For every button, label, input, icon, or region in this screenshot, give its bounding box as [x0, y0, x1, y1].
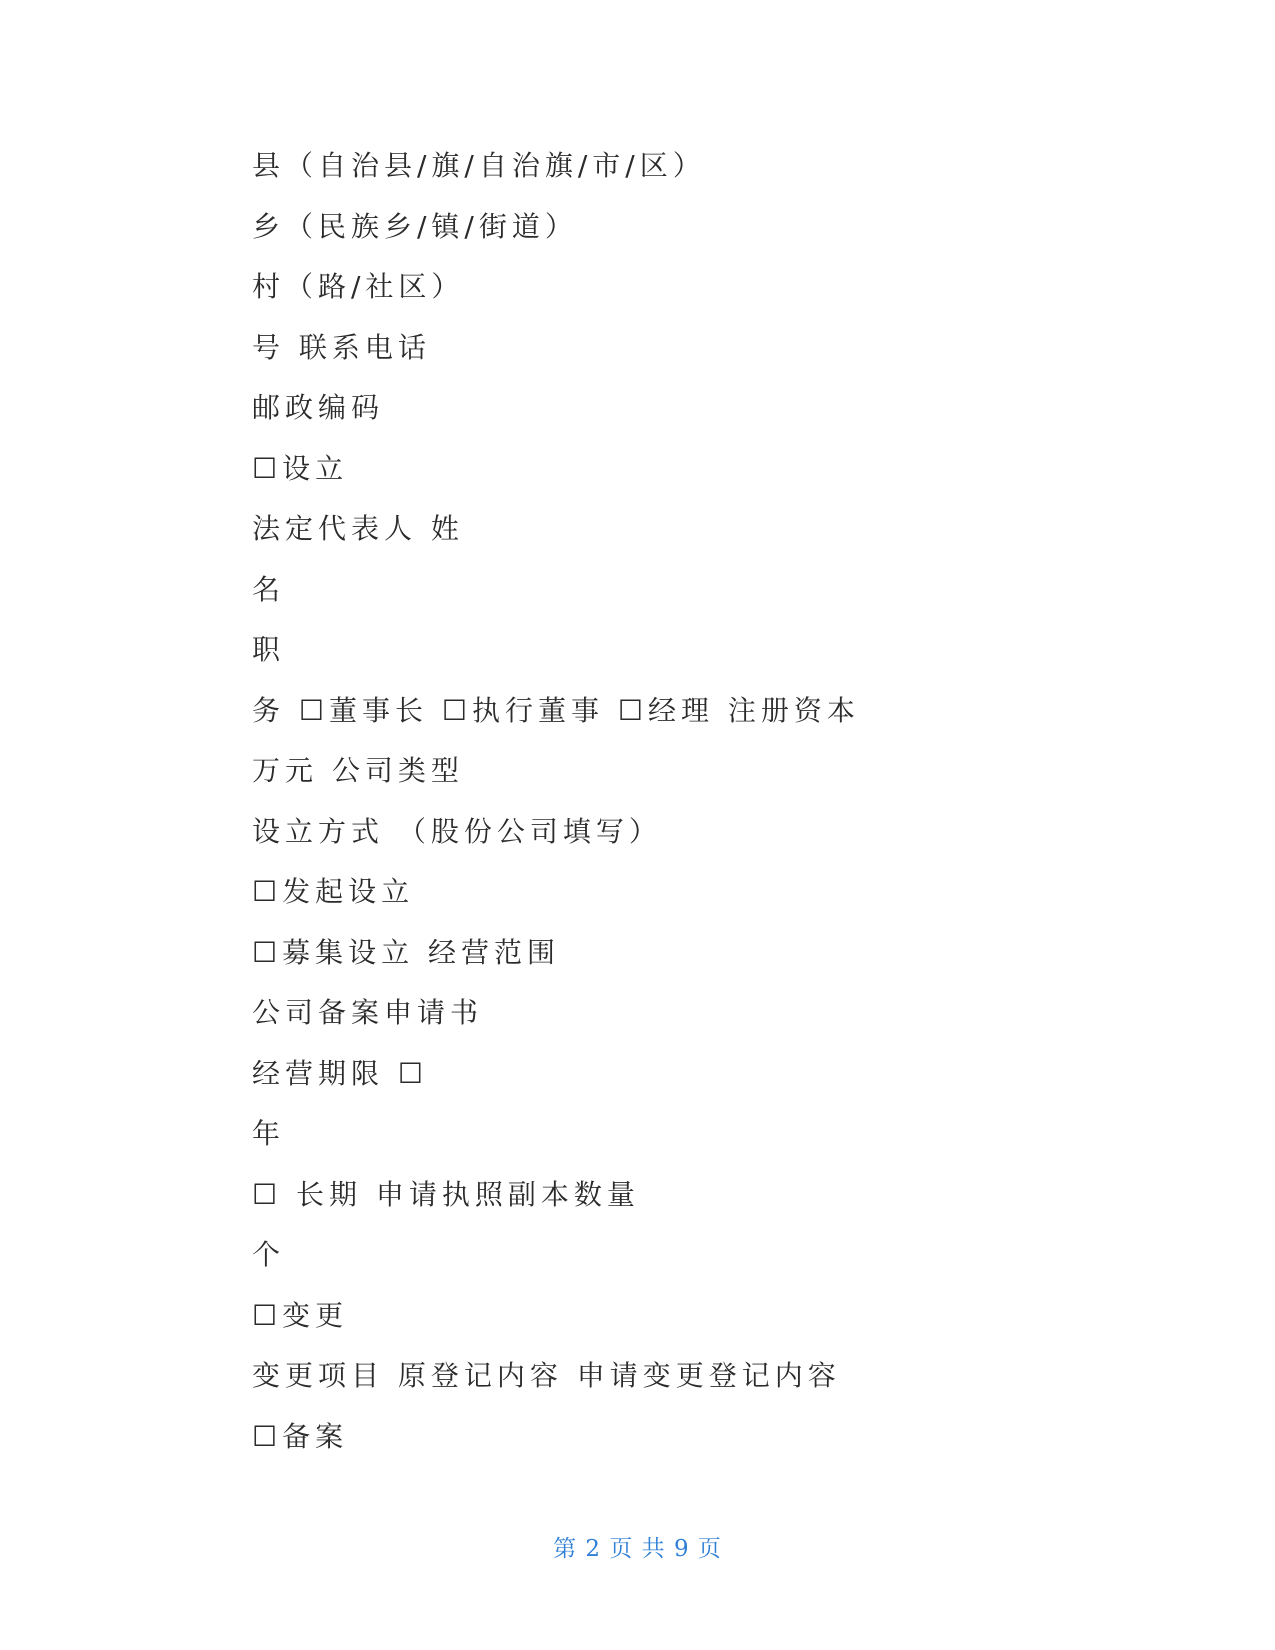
text-line: 职 [252, 633, 286, 666]
document-body [252, 146, 1052, 1477]
text-line: 个 [252, 1238, 286, 1271]
text-line: 万元 公司类型 [252, 754, 464, 787]
text-line: 变更项目 原登记内容 申请变更登记内容 [252, 1359, 841, 1392]
text-line: 法定代表人 姓 [252, 512, 464, 545]
text-line: 年 [252, 1117, 286, 1150]
text-line: 县（自治县/旗/自治旗/市/区） [252, 149, 706, 182]
text-line: 公司备案申请书 [252, 996, 484, 1029]
page-number-footer: 第 2 页 共 9 页 [553, 1536, 722, 1562]
text-line: ☐变更 [252, 1298, 349, 1332]
text-line: 号 联系电话 [252, 330, 431, 364]
text-line: 名 [252, 572, 286, 606]
text-line: ☐备案 [252, 1419, 349, 1453]
text-line: 设立方式 （股份公司填写） [252, 814, 662, 848]
text-line: ☐设立 [252, 451, 349, 485]
text-line: 乡（民族乡/镇/街道） [252, 209, 578, 243]
text-line: 经营期限 ☐ [252, 1056, 429, 1090]
text-line: 村（路/社区） [252, 270, 465, 303]
text-line: ☐募集设立 经营范围 [252, 935, 561, 969]
text-line: 务 ☐董事长 ☐执行董事 ☐经理 注册资本 [252, 693, 860, 727]
text-line: ☐发起设立 [252, 875, 415, 908]
text-line: 邮政编码 [252, 391, 385, 424]
text-line: ☐ 长期 申请执照副本数量 [252, 1177, 640, 1211]
